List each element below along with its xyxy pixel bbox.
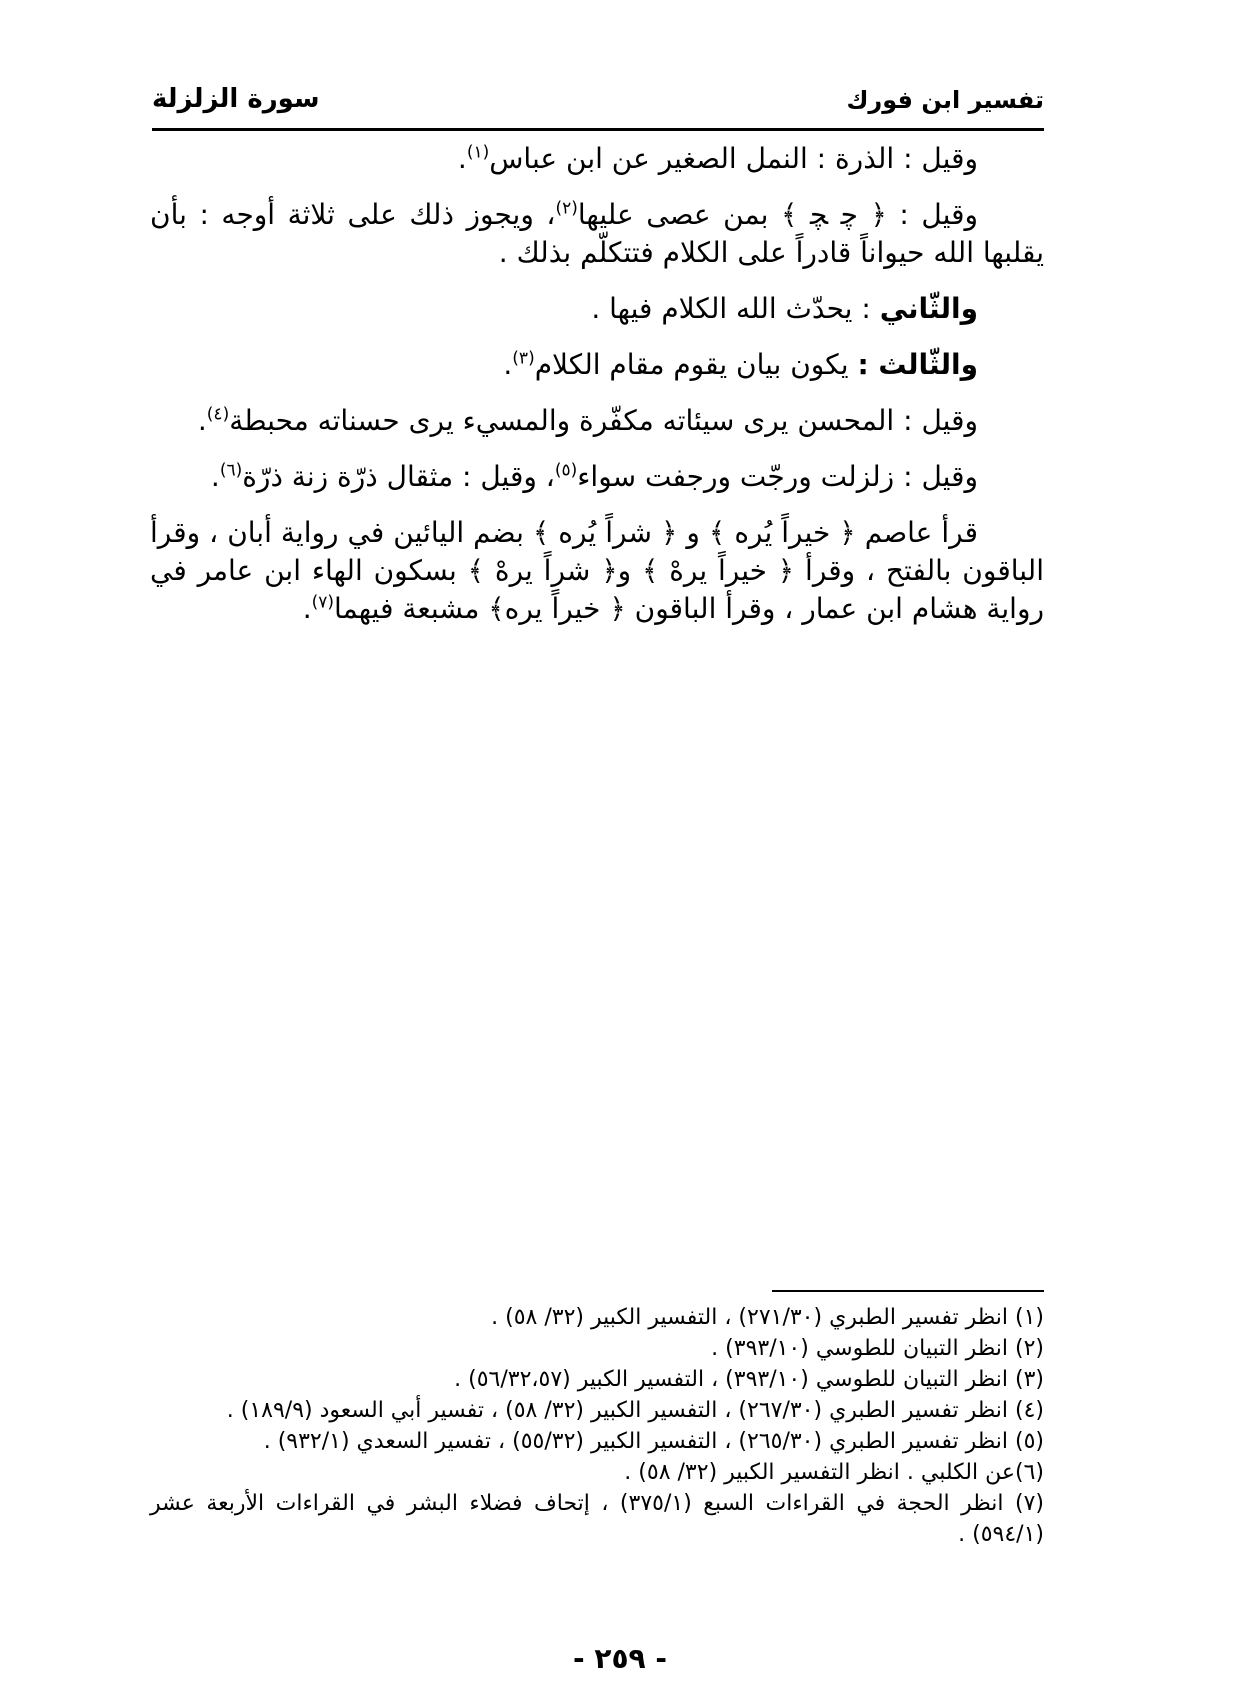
footnote-ref[interactable]: (٤) [206, 404, 230, 425]
punctuation: . [457, 142, 467, 175]
footnotes [150, 1302, 1044, 1550]
footnote-6: (٦)عن الكلبي . انظر التفسير الكبير (٣٢/ ٥٨) . [624, 1460, 1044, 1485]
paragraph-3 [150, 290, 1044, 328]
footnote-ref[interactable]: (٢) [555, 198, 578, 219]
footnote-1: (١) انظر تفسير الطبري (٢٧١/٣٠) ، التفسير الكبير (٣٢/ ٥٨) . [491, 1305, 1044, 1330]
paragraph-text: وقيل : الذرة : النمل الصغير عن ابن عباس [489, 142, 978, 175]
footnote-ref[interactable]: (١) [466, 142, 490, 163]
punctuation: . [210, 460, 220, 493]
footnote-ref[interactable]: (٥) [554, 460, 578, 481]
punctuation: . [197, 404, 207, 437]
header-divider [152, 128, 1044, 131]
paragraph-text: يكون بيان يقوم مقام الكلام [534, 348, 858, 381]
paragraph-6 [150, 458, 1044, 496]
footnote-ref[interactable]: (٧) [311, 592, 335, 613]
footnote-7: (٧) انظر الحجة في القراءات السبع (٣٧٥/١) ، إتحاف فضلاء البشر في القراءات الأربعة عشر (٥٩٤/١) . [150, 1491, 1044, 1547]
paragraph-text: ، ويجوز ذلك على ثلاثة أوجه : بأن يقلبها الله حيواناً قادراً على الكلام فتتكلّم بذلك . [150, 198, 1044, 269]
paragraph-text: : يحدّث الله الكلام فيها . [591, 292, 880, 325]
footnote-4: (٤) انظر تفسير الطبري (٢٦٧/٣٠) ، التفسير الكبير (٣٢/ ٥٨) ، تفسير أبي السعود (١٨٩/٩) . [226, 1398, 1044, 1423]
page-number: - ٢٥٩ - [572, 1642, 668, 1675]
footnote-divider [772, 1290, 1044, 1292]
footnote-ref[interactable]: (٦) [219, 460, 243, 481]
paragraph-text: وقيل : المحسن يرى سيئاته مكفّرة والمسيء يرى حسناته محبطة [229, 404, 978, 437]
paragraph-text: قرأ عاصم ﴿ خيراً يُره ﴾ و ﴿ شراً يُره ﴾ بضم اليائين في رواية أبان ، وقرأ الباقون بالفتح ، وقرأ ﴿ خيراً يرهْ ﴾ و﴿ شراً يرهْ ﴾ بسكون الهاء ابن عامر في رواية هشام ابن عمار ، وقرأ الباقون ﴿ خيراً يره﴾ مشبعة فيهما [150, 516, 1044, 625]
paragraph-1 [150, 140, 1044, 178]
paragraph-lead: والثّالث : [857, 348, 978, 381]
paragraph-lead: والثّاني [879, 292, 978, 325]
footnote-ref[interactable]: (٣) [512, 348, 535, 369]
paragraph-text: ، وقيل : مثقال ذرّة زنة ذرّة [242, 460, 555, 493]
punctuation: . [503, 348, 513, 381]
surah-title: سورة الزلزلة [152, 84, 320, 114]
paragraph-text: وقيل : ﴿ ﭼ ﭽ ﴾ بمن عصى عليها [577, 198, 978, 231]
footnote-5: (٥) انظر تفسير الطبري (٢٦٥/٣٠) ، التفسير الكبير (٥٥/٣٢) ، تفسير السعدي (٩٣٢/١) . [263, 1429, 1044, 1454]
paragraph-7 [150, 514, 1044, 628]
book-title: تفسير ابن فورك [846, 86, 1044, 114]
paragraph-4 [150, 346, 1044, 384]
running-header [152, 80, 1044, 130]
footnote-3: (٣) انظر التبيان للطوسي (٣٩٣/١٠) ، التفسير الكبير (٥٦/٣٢،٥٧) . [454, 1367, 1044, 1392]
paragraph-text: وقيل : زلزلت ورجّت ورجفت سواء [577, 460, 978, 493]
main-text [150, 140, 1044, 646]
footnote-2: (٢) انظر التبيان للطوسي (٣٩٣/١٠) . [711, 1336, 1044, 1361]
punctuation: . [302, 592, 312, 625]
paragraph-2 [150, 196, 1044, 272]
paragraph-5 [150, 402, 1044, 440]
